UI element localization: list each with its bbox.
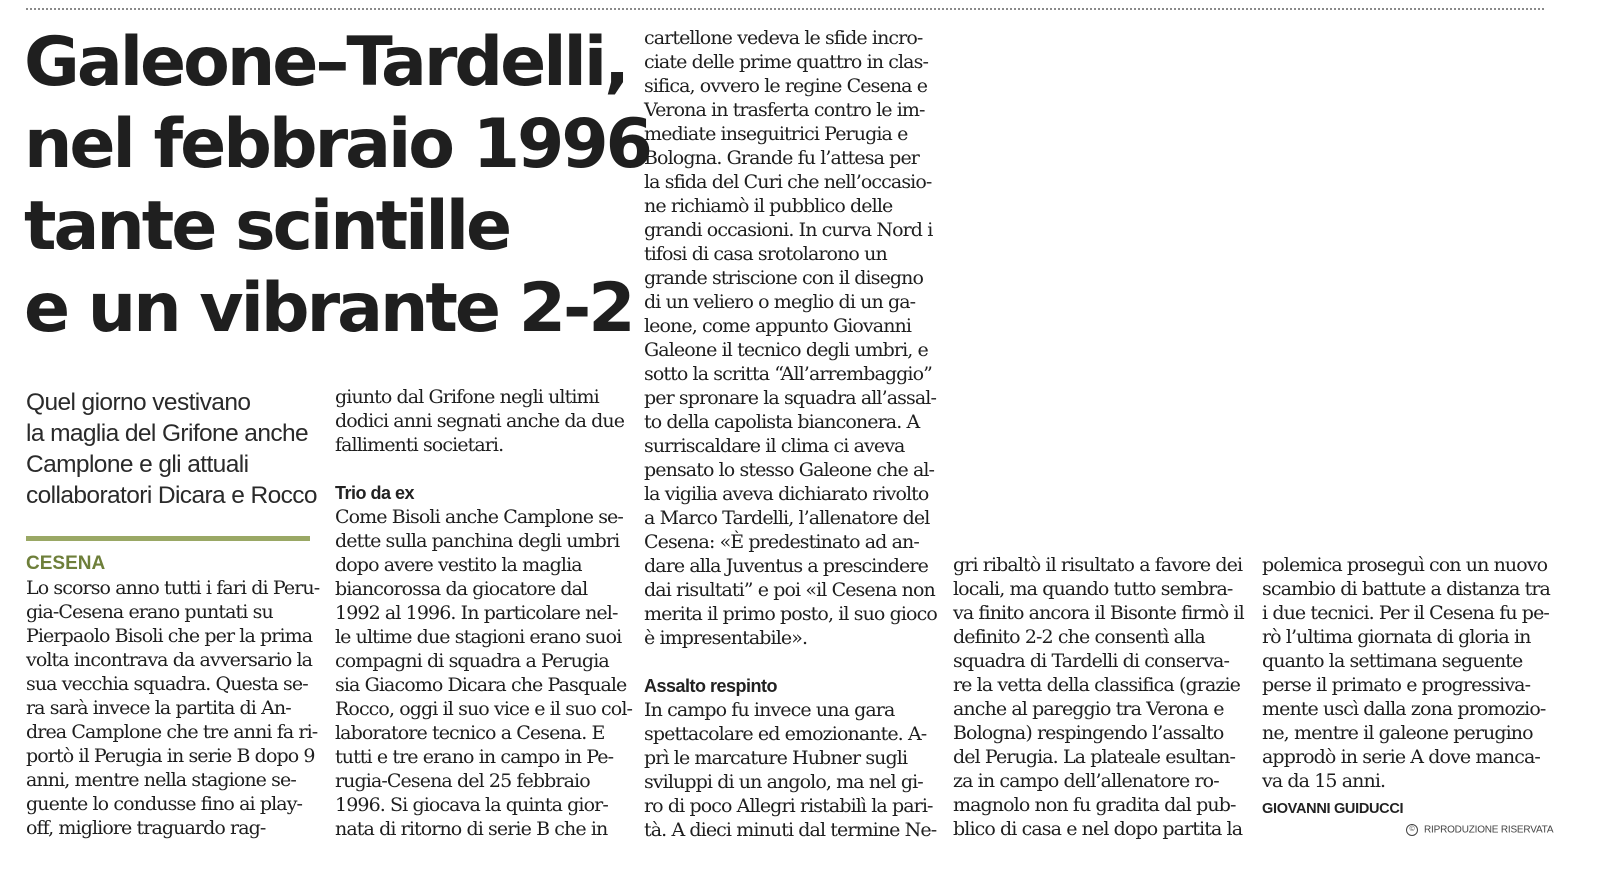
body-line: giunto dal Grifone negli ultimi [335,386,599,408]
body-line: per spronare la squadra all’assal- [644,387,937,409]
body-line: va da 15 anni. [1262,770,1386,792]
body-line: sua vecchia squadra. Questa se- [26,673,308,695]
body-line: gri ribaltò il risultato a favore dei [953,554,1243,576]
body-line: scambio di battute a distanza tra [1262,578,1550,600]
body-line: laboratore tecnico a Cesena. E [335,722,605,744]
section-heading: Assalto respinto [644,676,778,696]
body-line: merita il primo posto, il suo gioco [644,603,937,625]
headline-line: Galeone–Tardelli, [24,23,627,102]
body-line: polemica proseguì con un nuovo [1262,554,1548,576]
headline-line: nel febbraio 1996 [24,105,650,184]
body-line: nata di ritorno di serie B che in [335,818,608,840]
body-line: mediate inseguitrici Perugia e [644,123,908,145]
body-line: ra sarà invece la partita di An- [26,697,291,719]
body-line: Galeone il tecnico degli umbri, e [644,339,928,361]
body-line: dopo avere vestito la maglia [335,554,582,576]
dateline: CESENA [26,553,106,574]
body-line: fallimenti societari. [335,434,504,456]
body-line: anche al pareggio tra Verona e [953,698,1224,720]
section-heading: Trio da ex [335,483,415,503]
body-line: ne, mentre il galeone perugino [1262,722,1533,744]
body-line: surriscaldare il clima ci aveva [644,435,905,457]
body-line: a Marco Tardelli, l’allenatore del [644,507,930,529]
body-line: In campo fu invece una gara [644,699,895,721]
subheadline-line: Camplone e gli attuali [26,451,249,478]
body-line: dare alla Juventus a prescindere [644,555,928,577]
body-line: cartellone vedeva le sfide incro- [644,27,923,49]
body-line: pensato lo stesso Galeone che al- [644,459,935,481]
copyright-icon: © [1406,824,1418,836]
body-line: grandi occasioni. In curva Nord i [644,219,933,241]
subheadline-line: collaboratori Dicara e Rocco [26,482,317,509]
body-line: biancorossa da giocatore dal [335,578,588,600]
body-line: Cesena: «È predestinato ad an- [644,531,919,553]
subheadline-line: la maglia del Grifone anche [26,420,309,447]
body-line: Bologna) respingendo l’assalto [953,722,1224,744]
body-line: Pierpaolo Bisoli che per la prima [26,625,313,647]
body-line: Rocco, oggi il suo vice e il suo col- [335,698,633,720]
body-line: le ultime due stagioni erano suoi [335,626,622,648]
body-line: è impresentabile». [644,627,808,649]
body-line: definito 2-2 che consentì alla [953,626,1205,648]
body-line: tifosi di casa srotolarono un [644,243,887,265]
body-line: leone, come appunto Giovanni [644,315,912,337]
body-line: drea Camplone che tre anni fa ri- [26,721,318,743]
body-line: approdò in serie A dove manca- [1262,746,1540,768]
body-line: guente lo condusse fino ai play- [26,793,303,815]
paragraph-gap [335,457,620,481]
body-line: dai risultati” e poi «il Cesena non [644,579,935,601]
body-line: mente uscì dalla zona promozio- [1262,698,1546,720]
body-line: dodici anni segnati anche da due [335,410,625,432]
dateline-rule [26,536,310,541]
body-line: sviluppi di un angolo, ma nel gi- [644,771,923,793]
body-line: grande striscione con il disegno [644,267,924,289]
headline-line: tante scintille [24,187,510,266]
body-line: volta incontrava da avversario la [26,649,313,671]
body-line: blico di casa e nel dopo partita la [953,818,1243,840]
body-line: compagni di squadra a Perugia [335,650,609,672]
body-line: sotto la scritta “All’arrembaggio” [644,363,932,385]
body-line: perse il primato e progressiva- [1262,674,1531,696]
body-line: squadra di Tardelli di conserva- [953,650,1230,672]
body-line: del Perugia. La plateale esultan- [953,746,1236,768]
body-line: magnolo non fu gradita dal pub- [953,794,1236,816]
headline [24,22,650,350]
body-line: spettacolare ed emozionante. A- [644,723,927,745]
article-column-2 [335,385,633,841]
body-line: Lo scorso anno tutti i fari di Peru- [26,577,320,599]
body-line: off, migliore traguardo rag- [26,817,266,839]
body-line: sifica, ovvero le regine Cesena e [644,75,928,97]
body-line: ro di poco Allegri ristabilì la pari- [644,795,933,817]
article-column-5 [1262,553,1550,821]
body-line: la sfida del Curi che nell’occasio- [644,171,932,193]
headline-line: e un vibrante 2-2 [24,269,633,348]
article-column-4 [953,553,1244,841]
article-column-3 [644,26,937,842]
body-line: ne richiamò il pubblico delle [644,195,893,217]
body-line: rugia-Cesena del 25 febbraio [335,770,590,792]
body-line: ciate delle prime quattro in clas- [644,51,928,73]
copyright-text: RIPRODUZIONE RISERVATA [1424,824,1554,836]
body-line: rò l’ultima giornata di gloria in [1262,626,1531,648]
body-line: za in campo dell’allenatore ro- [953,770,1219,792]
body-line: 1996. Si giocava la quinta gior- [335,794,608,816]
top-dotted-rule [26,8,1544,10]
body-line: prì le marcature Hubner sugli [644,747,908,769]
body-line: la vigilia aveva dichiarato rivolto [644,483,929,505]
body-line: anni, mentre nella stagione se- [26,769,296,791]
subheadline [26,387,326,511]
body-line: gia-Cesena erano puntati su [26,601,273,623]
body-line: dette sulla panchina degli umbri [335,530,620,552]
body-line: Bologna. Grande fu l’attesa per [644,147,919,169]
body-line: tutti e tre erano in campo in Pe- [335,746,614,768]
body-line: i due tecnici. Per il Cesena fu pe- [1262,602,1549,624]
body-line: re la vetta della classifica (grazie [953,674,1241,696]
copyright-notice [1406,824,1553,836]
body-line: tà. A dieci minuti dal termine Ne- [644,819,937,841]
subheadline-line: Quel giorno vestivano [26,389,251,416]
body-line: 1992 al 1996. In particolare nel- [335,602,618,624]
byline: GIOVANNI GUIDUCCI [1262,801,1404,817]
body-line: Verona in trasferta contro le im- [644,99,925,121]
body-line: quanto la settimana seguente [1262,650,1523,672]
paragraph-gap [644,650,929,674]
body-line: to della capolista bianconera. A [644,411,920,433]
article-column-1 [26,552,320,840]
body-line: di un veliero o meglio di un ga- [644,291,916,313]
body-line: va finito ancora il Bisonte firmò il [953,602,1244,624]
body-line: portò il Perugia in serie B dopo 9 [26,745,315,767]
body-line: sia Giacomo Dicara che Pasquale [335,674,627,696]
body-line: Come Bisoli anche Camplone se- [335,506,623,528]
body-line: locali, ma quando tutto sembra- [953,578,1233,600]
